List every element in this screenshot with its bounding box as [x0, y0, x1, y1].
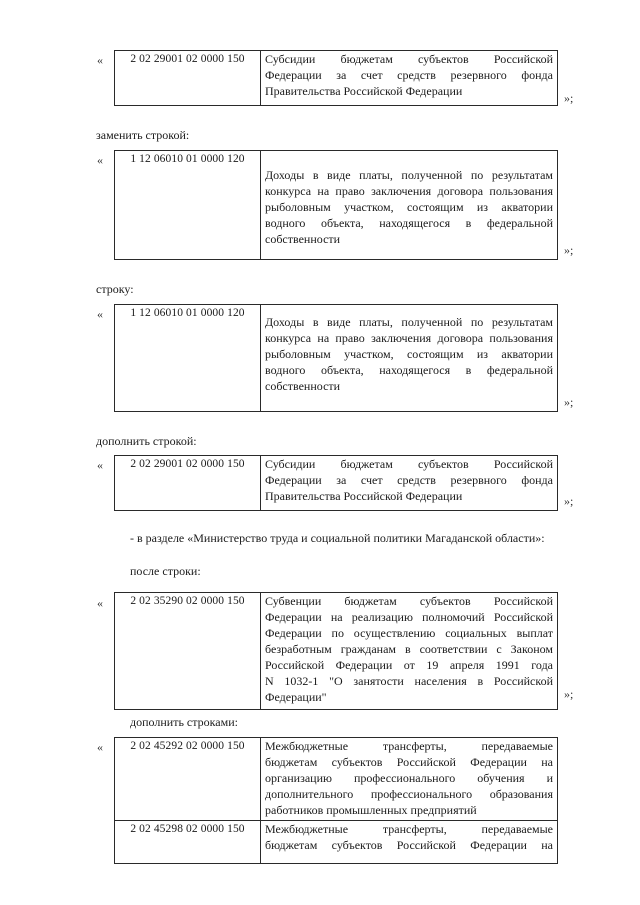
description-line: организацию профессионального обучения и: [265, 771, 553, 785]
budget-code: 2 02 35290 02 0000 150: [115, 593, 261, 710]
instruction-text: дополнить строками:: [130, 715, 238, 729]
description-line: Правительства Российской Федерации: [265, 84, 463, 98]
open-quote: «: [97, 307, 103, 321]
description-line: безработным гражданам в соответствии с Законом: [265, 642, 553, 656]
description-line: Федерации за счет средств резервного фонда: [265, 473, 553, 487]
amendment-table: [114, 150, 558, 260]
description-line: Субвенции бюджетам субъектов Российской: [265, 594, 553, 608]
instruction-text: строку:: [96, 282, 134, 296]
description-line: бюджетам субъектов Российской Федерации на: [265, 755, 553, 769]
description-line: Федерации за счет средств резервного фонда: [265, 68, 553, 82]
table-row: [115, 456, 558, 511]
budget-code: 1 12 06010 01 0000 120: [115, 151, 261, 260]
budget-code: 2 02 45298 02 0000 150: [115, 821, 261, 864]
budget-code: 2 02 45292 02 0000 150: [115, 738, 261, 821]
description-line: собственности: [265, 379, 341, 393]
description-line: конкурса на право заключения договора пользования: [265, 331, 553, 345]
instruction-text: дополнить строкой:: [96, 434, 197, 448]
table-row: [115, 305, 558, 412]
description-line: Федерации на реализацию полномочий Российской: [265, 610, 553, 624]
open-quote: «: [97, 596, 103, 610]
description-line: Правительства Российской Федерации: [265, 489, 463, 503]
amendment-table: [114, 455, 558, 511]
budget-code: 2 02 29001 02 0000 150: [115, 456, 261, 511]
amendment-table: [114, 737, 558, 864]
close-quote: »;: [564, 243, 574, 257]
budget-description: [261, 151, 558, 260]
close-quote: »;: [564, 395, 574, 409]
description-line: Межбюджетные трансферты, передаваемые: [265, 822, 553, 836]
description-line: Межбюджетные трансферты, передаваемые: [265, 739, 553, 753]
table-row: [115, 738, 558, 821]
amendment-table: [114, 50, 558, 106]
open-quote: «: [97, 53, 103, 67]
open-quote: «: [97, 153, 103, 167]
close-quote: »;: [564, 687, 574, 701]
budget-description: [261, 305, 558, 412]
description-line: Федерации по осуществлению социальных выплат: [265, 626, 553, 640]
description-line: водного объекта, находящегося в федеральной: [265, 216, 553, 230]
description-line: Федерации": [265, 690, 327, 704]
amendment-table: [114, 592, 558, 710]
close-quote: »;: [564, 91, 574, 105]
open-quote: «: [97, 740, 103, 754]
budget-description: [261, 821, 558, 864]
description-line: рыболовным участком, состоящим из акватории: [265, 347, 553, 361]
table-row: [115, 51, 558, 106]
description-line: конкурса на право заключения договора пользования: [265, 184, 553, 198]
open-quote: «: [97, 458, 103, 472]
description-line: дополнительного профессионального образования: [265, 787, 553, 801]
budget-description: [261, 593, 558, 710]
budget-code: 1 12 06010 01 0000 120: [115, 305, 261, 412]
description-line: собственности: [265, 232, 341, 246]
description-line: Доходы в виде платы, полученной по результатам: [265, 168, 553, 182]
description-line: водного объекта, находящегося в федеральной: [265, 363, 553, 377]
instruction-text: после строки:: [130, 564, 201, 578]
description-line: рыболовным участком, состоящим из акватории: [265, 200, 553, 214]
section-note: - в разделе «Министерство труда и социальной политики Магаданской области»:: [130, 531, 545, 545]
amendment-table: [114, 304, 558, 412]
description-line: Российской Федерации от 19 апреля 1991 года: [265, 658, 553, 672]
instruction-text: заменить строкой:: [96, 128, 190, 142]
budget-description: [261, 51, 558, 106]
description-line: бюджетам субъектов Российской Федерации на: [265, 838, 553, 852]
description-line: Доходы в виде платы, полученной по результатам: [265, 315, 553, 329]
table-row: [115, 821, 558, 864]
table-row: [115, 593, 558, 710]
description-line: работников промышленных предприятий: [265, 803, 477, 817]
description-line: Субсидии бюджетам субъектов Российской: [265, 457, 553, 471]
budget-code: 2 02 29001 02 0000 150: [115, 51, 261, 106]
table-row: [115, 151, 558, 260]
close-quote: »;: [564, 494, 574, 508]
budget-description: [261, 456, 558, 511]
description-line: Субсидии бюджетам субъектов Российской: [265, 52, 553, 66]
budget-description: [261, 738, 558, 821]
description-line: N 1032-1 "О занятости населения в Российской: [265, 674, 553, 688]
